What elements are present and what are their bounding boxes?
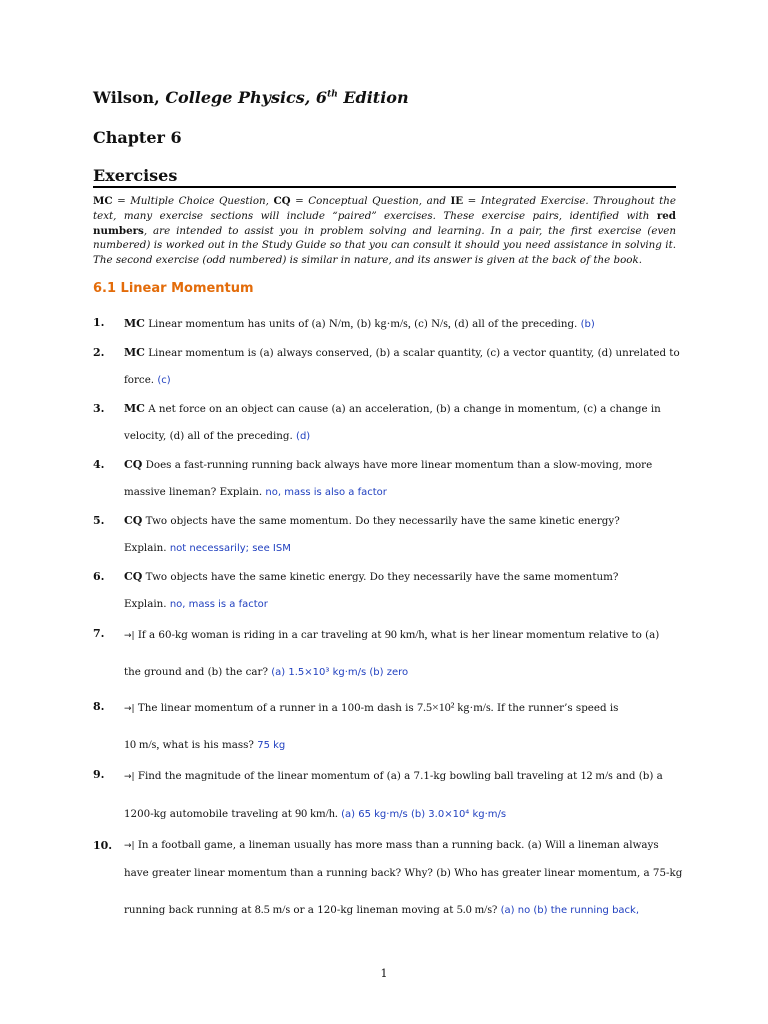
answer: no, mass is also a factor xyxy=(265,487,387,498)
paired-arrow-icon: →| xyxy=(124,841,135,851)
intro-paragraph: MC = Multiple Choice Question, CQ = Conceptual Question, and IE = Integrated Exercise. Throughout the text, many exercise sections will include “paired” exercises. These exercise pairs, identified with red numbers, are intended to assist you in problem solving and learning. In a pair, the first exercise (even numbered) is worked out in the Study Guide so that you can consult it should you need assistance in solving it. The second exercise (odd numbered) is similar in nature, and its answer is given at the back of the book. xyxy=(93,195,676,267)
answer: (a) 65 kg·m/s (b) 3.0×10⁴ kg·m/s xyxy=(341,809,507,820)
book-title: College Physics, 6th Edition xyxy=(165,88,409,107)
answer: (d) xyxy=(296,431,311,442)
answer: (b) xyxy=(580,319,595,330)
answer: (a) 1.5×10³ kg·m/s (b) zero xyxy=(271,667,409,678)
answer: 75 kg xyxy=(257,740,286,751)
answer: (a) no (b) the running back, xyxy=(500,905,640,916)
page-number: 1 xyxy=(380,967,388,980)
paired-arrow-icon: →| xyxy=(124,631,135,641)
heading-rule xyxy=(93,186,676,188)
paired-arrow-icon: →| xyxy=(124,772,135,782)
exercises-heading: Exercises xyxy=(93,166,178,185)
chapter-heading: Chapter 6 xyxy=(93,128,182,147)
answer: no, mass is a factor xyxy=(169,599,268,610)
answer: not necessarily; see ISM xyxy=(169,543,291,554)
answer: (c) xyxy=(157,375,171,386)
section-heading: 6.1 Linear Momentum xyxy=(93,281,254,296)
document-title: Wilson, College Physics, 6th Edition xyxy=(93,88,409,107)
paired-arrow-icon: →| xyxy=(124,704,135,714)
